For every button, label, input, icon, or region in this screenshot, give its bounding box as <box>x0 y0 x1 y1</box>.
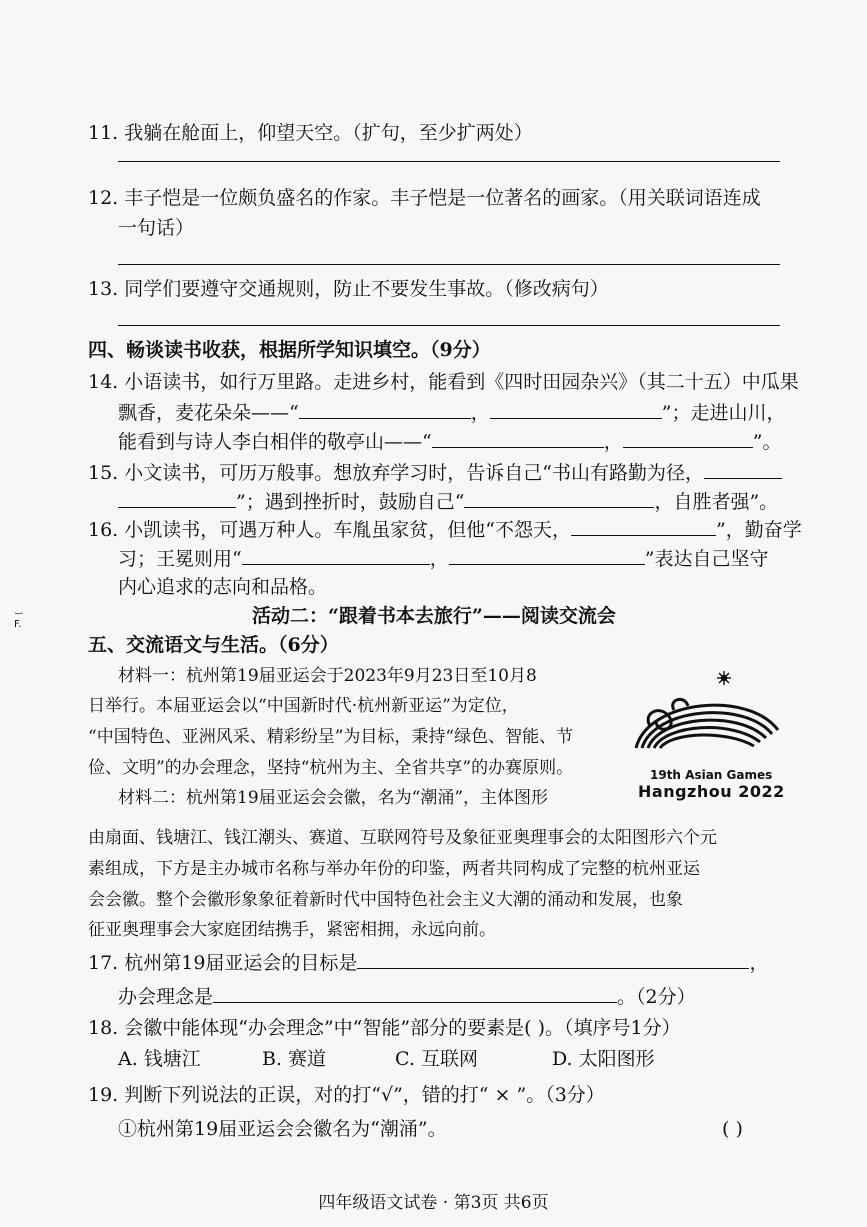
question-14: 14. 小语读书，如行万里路。走进乡村，能看到《四时田园杂兴》（其二十五）中瓜果 <box>88 371 799 393</box>
section-4-title: 四、畅谈读书收获，根据所学知识填空。（9分） <box>88 339 491 361</box>
answer-line-13 <box>118 325 780 326</box>
question-18-option-b[interactable]: B. 赛道 <box>262 1048 327 1070</box>
fill-blank[interactable] <box>490 400 662 419</box>
question-12: 12. 丰子恺是一位颇负盛名的作家。丰子恺是一位著名的画家。（用关联词语连成 <box>88 187 761 209</box>
material-2-line1: 材料二：杭州第19届亚运会会徽，名为“潮涌”，主体图形 <box>118 788 549 808</box>
question-12-cont: 一句话） <box>118 217 195 239</box>
page-footer: 四年级语文试卷 · 第3页 共6页 <box>318 1193 549 1213</box>
answer-line-11 <box>118 161 780 162</box>
section-5-title: 五、交流语文与生活。（6分） <box>88 634 339 656</box>
question-18-option-d[interactable]: D. 太阳图形 <box>552 1048 655 1070</box>
fill-blank[interactable] <box>432 429 604 448</box>
material-2-line3: 素组成，下方是主办城市名称与举办年份的印鉴，两者共同构成了完整的杭州亚运 <box>88 859 700 879</box>
fill-blank[interactable] <box>704 460 782 479</box>
sun-icon <box>717 671 731 685</box>
judge-bracket[interactable]: ( ) <box>722 1118 743 1140</box>
material-1-line3: “中国特色、亚洲风采、精彩纷呈”为目标，秉持“绿色、智能、节 <box>88 727 574 747</box>
fill-blank[interactable] <box>357 950 749 969</box>
material-1-line1: 材料一：杭州第19届亚运会于2023年9月23日至10月8 <box>118 666 537 686</box>
question-16-line2: 习；王冕则用“ ， ”表达自己坚守 <box>118 548 769 570</box>
material-2-line2: 由扇面、钱塘江、钱江潮头、赛道、互联网符号及象征亚奥理事会的太阳图形六个元 <box>88 828 717 848</box>
question-14-line2: 飘香，麦花朵朵——“ ， ”；走进山川， <box>118 402 786 424</box>
fill-blank[interactable] <box>623 429 753 448</box>
material-1-line2: 日举行。本届亚运会以“中国新时代·杭州新亚运”为定位， <box>88 696 519 716</box>
fill-blank[interactable] <box>242 546 430 565</box>
question-18-option-c[interactable]: C. 互联网 <box>395 1048 478 1070</box>
margin-mark: ー F. <box>14 609 24 630</box>
emblem-caption-line1: 19th Asian Games <box>650 768 773 782</box>
question-17: 17. 杭州第19届亚运会的目标是 ， <box>88 952 769 974</box>
question-19-item-1: ①杭州第19届亚运会会徽名为“潮涌”。 <box>118 1118 447 1140</box>
question-18: 18. 会徽中能体现“办会理念”中“智能”部分的要素是( )。（填序号1分） <box>88 1017 681 1039</box>
activity-2-title: 活动二：“跟着书本去旅行”——阅读交流会 <box>252 605 616 627</box>
fill-blank[interactable] <box>213 984 617 1003</box>
answer-line-12 <box>118 264 780 265</box>
emblem-caption-line2: Hangzhou 2022 <box>638 782 785 801</box>
fill-blank[interactable] <box>118 489 236 508</box>
question-19: 19. 判断下列说法的正误，对的打“√”，错的打“ × ”。（3分） <box>88 1084 605 1106</box>
question-16-line3: 内心追求的志向和品格。 <box>118 576 328 598</box>
fill-blank[interactable] <box>464 489 654 508</box>
question-15-line2: ”；遇到挫折时，鼓励自己“ ，自胜者强”。 <box>118 489 778 514</box>
material-2-line5: 征亚奥理事会大家庭团结携手，紧密相拥，永远向前。 <box>88 920 496 940</box>
fill-blank[interactable] <box>299 400 471 419</box>
fill-blank[interactable] <box>449 546 645 565</box>
question-11: 11. 我躺在舱面上，仰望天空。（扩句，至少扩两处） <box>88 122 533 144</box>
material-2-line4: 会会徽。整个会徽形象象征着新时代中国特色社会主义大潮的涌动和发展，也象 <box>88 890 683 910</box>
tide-waves-icon <box>636 699 778 748</box>
material-1-line4: 俭、文明”的办会理念，坚持“杭州为主、全省共享”的办赛原则。 <box>88 758 574 778</box>
question-17-line2: 办会理念是 。（2分） <box>118 986 696 1008</box>
question-14-line3: 能看到与诗人李白相伴的敬亭山——“ ， ”。 <box>118 431 782 453</box>
question-16: 16. 小凯读书，可遇万种人。车胤虽家贫，但他“不怨天， ”，勤奋学 <box>88 519 802 541</box>
question-13: 13. 同学们要遵守交通规则，防止不要发生事故。（修改病句） <box>88 278 609 300</box>
question-18-option-a[interactable]: A. 钱塘江 <box>118 1048 201 1070</box>
question-15: 15. 小文读书，可历万般事。想放弃学习时，告诉自己“书山有路勤为径， <box>88 460 782 485</box>
fill-blank[interactable] <box>571 517 716 536</box>
